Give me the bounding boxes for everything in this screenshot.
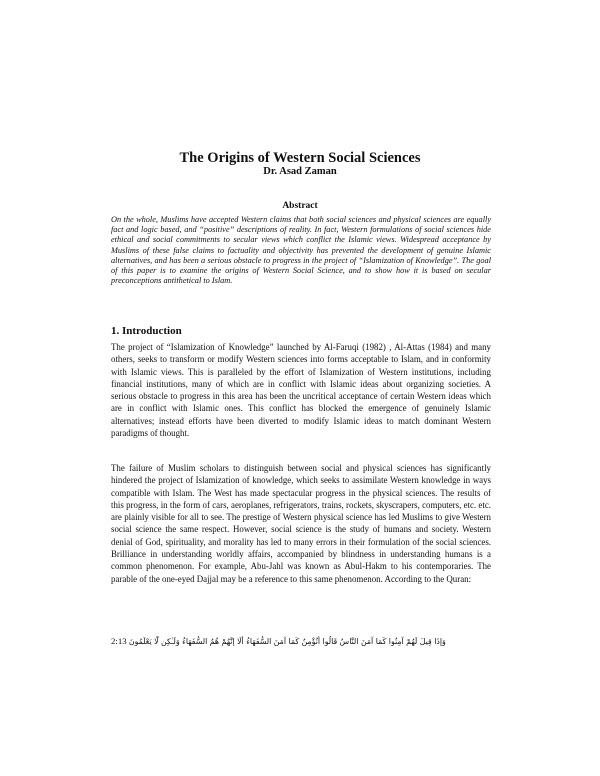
intro-paragraph-1: The project of “Islamization of Knowledge” launched by Al-Faruqi (1982) , Al-Attas (1984) and many others, seeks to transform or modify Western sciences into forms acceptable to Islam, and in conformity with Islamic views. This is paralleled by the effort of Islamization of Western institutions, including financial institutions, many of which are in conflict with Islamic ideas about organizing societies. A serious obstacle to progress in this area has been the uncritical acceptance of certain Western ideas which are in conflict with Islamic ones. This conflict has blocked the emergence of genuinely Islamic alternatives; instead efforts have been diverted to modify Islamic ideas to match dominant Western paradigms of thought. <box>111 342 491 439</box>
verse-reference: 2:13 <box>111 636 127 646</box>
quran-verse <box>111 636 491 646</box>
intro-paragraph-2: The failure of Muslim scholars to distinguish between social and physical sciences has significantly hindered the project of Islamization of knowledge, which seeks to assimilate Western knowledge in ways compatible with Islam. The West has made spectacular progress in the physical sciences. The results of this progress, in the form of cars, aeroplanes, refrigerators, trains, rockets, skyscrapers, computers, etc. etc. are plainly visible for all to see. The prestige of Western physical science has led Muslims to give Western social science the same respect. However, social science is the study of humans and society. Western denial of God, spirituality, and morality has led to many errors in their formulation of the social sciences. Brilliance in understanding worldly affairs, accompanied by blindness in understanding humans is a common phenomenon. For example, Abu-Jahl was known as Abul-Hakm to his contemporaries. The parable of the one-eyed Dajjal may be a reference to this same phenomenon. According to the Quran: <box>111 463 491 584</box>
verse-arabic-text: وَإِذَا قِيلَ لَهُمْ آمِنُوا كَمَا آمَنَ النَّاسُ قَالُوا أَنُؤْمِنُ كَمَا آمَنَ السُّفَهَاءُ أَلَا إِنَّهُمْ هُمُ السُّفَهَاءُ وَلَـٰكِن لَّا يَعْلَمُونَ <box>128 637 446 646</box>
abstract-heading: Abstract <box>282 201 318 211</box>
section-heading-introduction: 1. Introduction <box>111 325 182 337</box>
paper-author: Dr. Asad Zaman <box>263 166 337 177</box>
abstract-text: On the whole, Muslims have accepted Western claims that both social sciences and physical sciences are equally fact and logic based, and “positive” descriptions of reality. In fact, Western formulations of social sciences hide ethical and social commitments to secular views which conflict the Islamic views. Widespread acceptance by Muslims of these false claims to factuality and objectivity has prevented the development of genuine Islamic alternatives, and has been a serious obstacle to progress in the project of “Islamization of Knowledge”. The goal of this paper is to examine the origins of Western Social Science, and to show how it is based on secular preconceptions antithetical to Islam. <box>111 215 491 286</box>
paper-title: The Origins of Western Social Sciences <box>179 150 421 166</box>
